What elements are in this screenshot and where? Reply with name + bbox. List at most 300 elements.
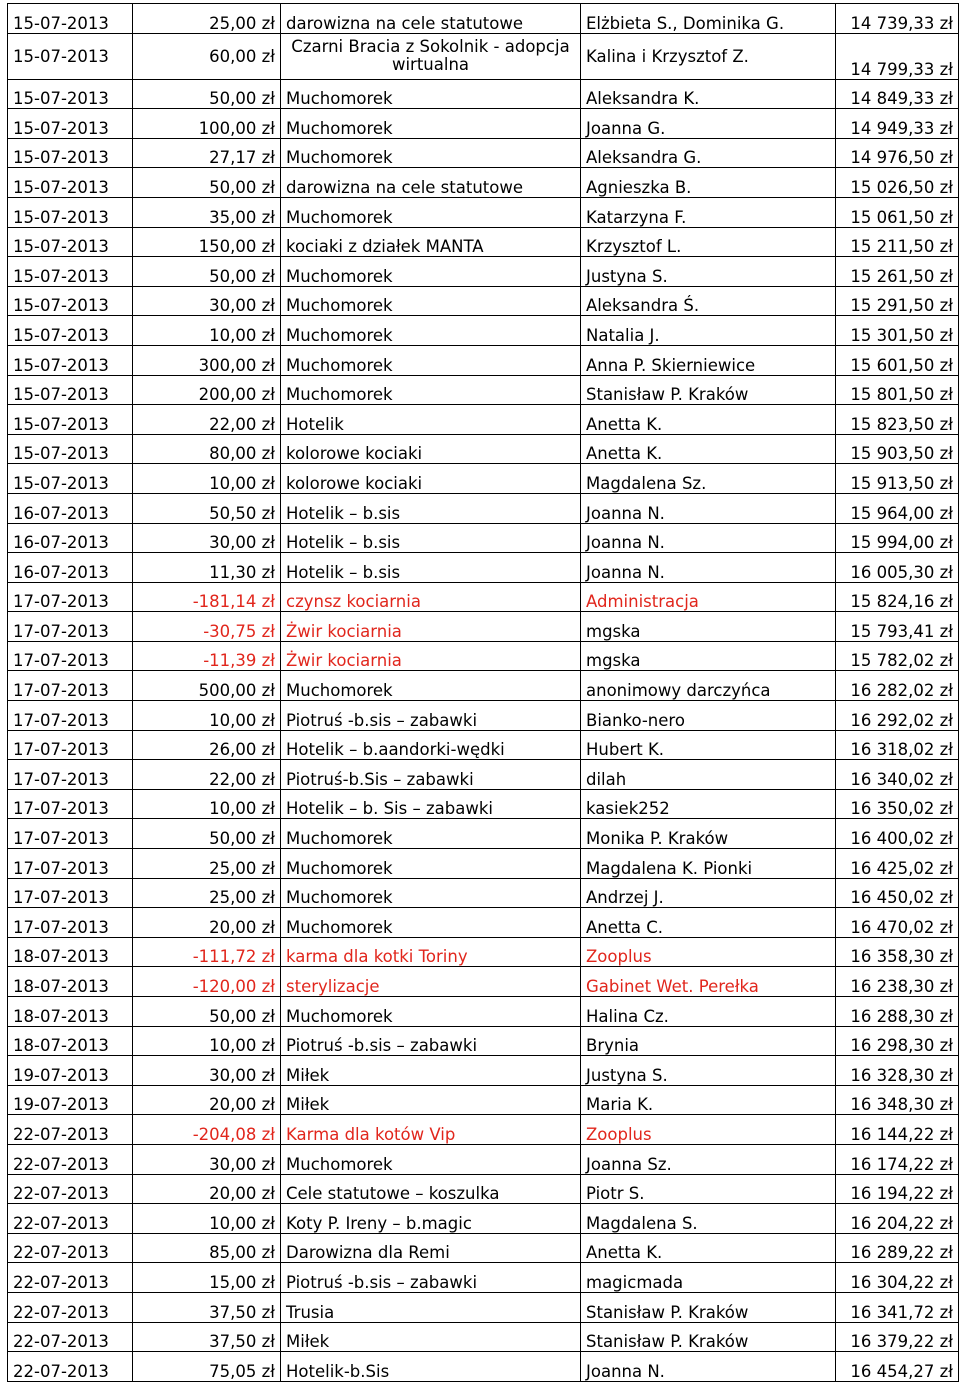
amount-cell: 50,00 zł <box>133 997 281 1027</box>
donor-cell: Aleksandra K. <box>581 79 836 109</box>
balance-cell: 15 824,16 zł <box>836 582 959 612</box>
purpose-cell: Trusia <box>281 1292 581 1322</box>
date-cell: 17-07-2013 <box>8 760 133 790</box>
amount-cell: 26,00 zł <box>133 730 281 760</box>
donor-cell: mgska <box>581 641 836 671</box>
table-row <box>8 33 959 79</box>
balance-cell: 15 061,50 zł <box>836 197 959 227</box>
purpose-cell: Muchomorek <box>281 671 581 701</box>
balance-cell: 16 289,22 zł <box>836 1233 959 1263</box>
table-row <box>8 257 959 287</box>
amount-cell: 75,05 zł <box>133 1352 281 1382</box>
date-cell: 22-07-2013 <box>8 1144 133 1174</box>
date-cell: 17-07-2013 <box>8 789 133 819</box>
balance-cell: 16 174,22 zł <box>836 1144 959 1174</box>
amount-cell: 30,00 zł <box>133 1144 281 1174</box>
table-row <box>8 434 959 464</box>
table-row <box>8 878 959 908</box>
purpose-cell <box>281 1174 581 1204</box>
purpose-segment: – zabawki <box>391 711 477 730</box>
purpose-cell: Muchomorek <box>281 878 581 908</box>
purpose-cell <box>281 553 581 583</box>
date-cell: 15-07-2013 <box>8 375 133 405</box>
purpose-cell: Muchomorek <box>281 79 581 109</box>
purpose-segment: Hotelik <box>286 503 344 523</box>
donor-cell: Anna P. Skierniewice <box>581 345 836 375</box>
purpose-cell: Muchomorek <box>281 286 581 316</box>
donor-cell: Piotr S. <box>581 1174 836 1204</box>
date-cell: 18-07-2013 <box>8 937 133 967</box>
amount-cell: 15,00 zł <box>133 1263 281 1293</box>
balance-cell: 16 454,27 zł <box>836 1352 959 1382</box>
date-cell: 15-07-2013 <box>8 286 133 316</box>
table-row <box>8 760 959 790</box>
purpose-cell: Muchomorek <box>281 375 581 405</box>
amount-cell: 30,00 zł <box>133 286 281 316</box>
amount-cell: 30,00 zł <box>133 523 281 553</box>
date-cell: 18-07-2013 <box>8 1026 133 1056</box>
donor-cell: magicmada <box>581 1263 836 1293</box>
purpose-cell <box>281 523 581 553</box>
amount-cell: 85,00 zł <box>133 1233 281 1263</box>
balance-cell: 16 341,72 zł <box>836 1292 959 1322</box>
table-row <box>8 1292 959 1322</box>
table-row <box>8 819 959 849</box>
date-cell: 16-07-2013 <box>8 523 133 553</box>
purpose-segment: Hotelik <box>286 799 344 819</box>
amount-cell: -204,08 zł <box>133 1115 281 1145</box>
purpose-cell: Muchomorek <box>281 849 581 879</box>
donor-cell: Stanisław P. Kraków <box>581 1322 836 1352</box>
balance-cell: 14 799,33 zł <box>836 33 959 79</box>
date-cell: 17-07-2013 <box>8 671 133 701</box>
purpose-cell: Muchomorek <box>281 109 581 139</box>
balance-cell: 14 976,50 zł <box>836 138 959 168</box>
balance-cell: 16 144,22 zł <box>836 1115 959 1145</box>
balance-cell: 15 823,50 zł <box>836 405 959 435</box>
amount-cell: 25,00 zł <box>133 878 281 908</box>
amount-cell: -181,14 zł <box>133 582 281 612</box>
table-row <box>8 730 959 760</box>
donor-cell: Halina Cz. <box>581 997 836 1027</box>
balance-cell: 16 450,02 zł <box>836 878 959 908</box>
purpose-segment: – b.aandorki-wędki <box>344 740 505 759</box>
date-cell: 15-07-2013 <box>8 109 133 139</box>
donor-cell: anonimowy darczyńca <box>581 671 836 701</box>
purpose-cell: Muchomorek <box>281 1144 581 1174</box>
date-cell: 22-07-2013 <box>8 1292 133 1322</box>
balance-cell: 16 328,30 zł <box>836 1056 959 1086</box>
balance-cell: 15 291,50 zł <box>836 286 959 316</box>
amount-cell: 10,00 zł <box>133 701 281 731</box>
date-cell: 15-07-2013 <box>8 434 133 464</box>
ledger-body <box>8 4 959 1382</box>
table-row <box>8 286 959 316</box>
donor-cell: Stanisław P. Kraków <box>581 1292 836 1322</box>
date-cell: 15-07-2013 <box>8 405 133 435</box>
purpose-segment: Hotelik <box>286 740 344 760</box>
amount-cell: -120,00 zł <box>133 967 281 997</box>
purpose-cell: Miłek <box>281 1056 581 1086</box>
purpose-segment: – b.sis <box>344 563 400 582</box>
donor-cell: Maria K. <box>581 1085 836 1115</box>
date-cell: 15-07-2013 <box>8 4 133 34</box>
balance-cell: 15 782,02 zł <box>836 641 959 671</box>
purpose-cell: czynsz kociarnia <box>281 582 581 612</box>
balance-cell: 16 318,02 zł <box>836 730 959 760</box>
purpose-cell: Muchomorek <box>281 197 581 227</box>
date-cell: 16-07-2013 <box>8 553 133 583</box>
table-row <box>8 1085 959 1115</box>
table-row <box>8 1056 959 1086</box>
table-row <box>8 79 959 109</box>
amount-cell: 60,00 zł <box>133 33 281 79</box>
balance-cell: 16 425,02 zł <box>836 849 959 879</box>
date-cell: 17-07-2013 <box>8 908 133 938</box>
balance-cell: 16 400,02 zł <box>836 819 959 849</box>
date-cell: 17-07-2013 <box>8 819 133 849</box>
table-row <box>8 908 959 938</box>
date-cell: 19-07-2013 <box>8 1085 133 1115</box>
amount-cell: 11,30 zł <box>133 553 281 583</box>
amount-cell: 50,00 zł <box>133 819 281 849</box>
date-cell: 17-07-2013 <box>8 612 133 642</box>
amount-cell: 22,00 zł <box>133 760 281 790</box>
table-row <box>8 789 959 819</box>
purpose-cell: Muchomorek <box>281 345 581 375</box>
purpose-cell: kolorowe kociaki <box>281 434 581 464</box>
table-row <box>8 405 959 435</box>
donor-cell: Anetta K. <box>581 1233 836 1263</box>
date-cell: 22-07-2013 <box>8 1263 133 1293</box>
purpose-segment: – b.sis <box>344 504 400 523</box>
balance-cell: 16 350,02 zł <box>836 789 959 819</box>
purpose-cell: Muchomorek <box>281 997 581 1027</box>
purpose-cell <box>281 701 581 731</box>
table-row <box>8 553 959 583</box>
balance-cell: 15 793,41 zł <box>836 612 959 642</box>
table-row <box>8 197 959 227</box>
amount-cell: -30,75 zł <box>133 612 281 642</box>
purpose-cell: Karma dla kotów Vip <box>281 1115 581 1145</box>
amount-cell: 20,00 zł <box>133 908 281 938</box>
donor-cell: Natalia J. <box>581 316 836 346</box>
amount-cell: 10,00 zł <box>133 1026 281 1056</box>
table-row <box>8 375 959 405</box>
amount-cell: 500,00 zł <box>133 671 281 701</box>
balance-cell: 15 964,00 zł <box>836 493 959 523</box>
date-cell: 18-07-2013 <box>8 997 133 1027</box>
date-cell: 22-07-2013 <box>8 1115 133 1145</box>
balance-cell: 15 026,50 zł <box>836 168 959 198</box>
purpose-segment: – koszulka <box>410 1184 500 1203</box>
donor-cell: Krzysztof L. <box>581 227 836 257</box>
purpose-cell: Muchomorek <box>281 138 581 168</box>
table-row <box>8 997 959 1027</box>
table-row <box>8 4 959 34</box>
balance-cell: 15 301,50 zł <box>836 316 959 346</box>
purpose-cell <box>281 760 581 790</box>
purpose-segment: – zabawki <box>388 770 474 789</box>
donor-cell: Monika P. Kraków <box>581 819 836 849</box>
table-row <box>8 1322 959 1352</box>
donor-cell: Zooplus <box>581 937 836 967</box>
donor-cell: Administracja <box>581 582 836 612</box>
donor-cell: Joanna N. <box>581 1352 836 1382</box>
date-cell: 17-07-2013 <box>8 582 133 612</box>
table-row <box>8 582 959 612</box>
amount-cell: -11,39 zł <box>133 641 281 671</box>
donor-cell: Anetta C. <box>581 908 836 938</box>
donor-cell: Elżbieta S., Dominika G. <box>581 4 836 34</box>
table-row <box>8 1174 959 1204</box>
donor-cell: Brynia <box>581 1026 836 1056</box>
table-row <box>8 1233 959 1263</box>
amount-cell: 20,00 zł <box>133 1174 281 1204</box>
purpose-segment: Hotelik <box>286 562 344 582</box>
date-cell: 17-07-2013 <box>8 730 133 760</box>
balance-cell: 16 298,30 zł <box>836 1026 959 1056</box>
donor-cell: Agnieszka B. <box>581 168 836 198</box>
purpose-cell <box>281 1263 581 1293</box>
balance-cell: 16 194,22 zł <box>836 1174 959 1204</box>
date-cell: 15-07-2013 <box>8 316 133 346</box>
table-row <box>8 464 959 494</box>
amount-cell: 25,00 zł <box>133 4 281 34</box>
balance-cell: 16 005,30 zł <box>836 553 959 583</box>
balance-cell: 14 849,33 zł <box>836 79 959 109</box>
amount-cell: 10,00 zł <box>133 464 281 494</box>
amount-cell: 35,00 zł <box>133 197 281 227</box>
balance-cell: 15 801,50 zł <box>836 375 959 405</box>
purpose-segment: Koty P. Ireny <box>286 1213 388 1233</box>
balance-cell: 16 379,22 zł <box>836 1322 959 1352</box>
date-cell: 17-07-2013 <box>8 878 133 908</box>
donor-cell: Anetta K. <box>581 405 836 435</box>
date-cell: 19-07-2013 <box>8 1056 133 1086</box>
balance-cell: 15 994,00 zł <box>836 523 959 553</box>
purpose-cell: Hotelik <box>281 405 581 435</box>
table-row <box>8 701 959 731</box>
purpose-cell: kociaki z działek MANTA <box>281 227 581 257</box>
donor-cell: Aleksandra Ś. <box>581 286 836 316</box>
purpose-segment: Piotruś -b.sis <box>286 1272 392 1292</box>
date-cell: 22-07-2013 <box>8 1174 133 1204</box>
purpose-cell: karma dla kotki Toriny <box>281 937 581 967</box>
donor-cell: mgska <box>581 612 836 642</box>
table-row <box>8 641 959 671</box>
donor-cell: Anetta K. <box>581 434 836 464</box>
table-row <box>8 1204 959 1234</box>
date-cell: 15-07-2013 <box>8 345 133 375</box>
amount-cell: 30,00 zł <box>133 1056 281 1086</box>
donor-cell: Katarzyna F. <box>581 197 836 227</box>
table-row <box>8 168 959 198</box>
amount-cell: 10,00 zł <box>133 1204 281 1234</box>
donor-cell: Magdalena S. <box>581 1204 836 1234</box>
purpose-cell: Żwir kociarnia <box>281 612 581 642</box>
donor-cell: Magdalena Sz. <box>581 464 836 494</box>
table-row <box>8 316 959 346</box>
date-cell: 15-07-2013 <box>8 33 133 79</box>
amount-cell: 10,00 zł <box>133 316 281 346</box>
balance-cell: 16 340,02 zł <box>836 760 959 790</box>
purpose-cell: Miłek <box>281 1322 581 1352</box>
purpose-segment: Piotruś-b.Sis <box>286 769 388 789</box>
amount-cell: 10,00 zł <box>133 789 281 819</box>
amount-cell: 37,50 zł <box>133 1322 281 1352</box>
date-cell: 17-07-2013 <box>8 701 133 731</box>
purpose-cell: Żwir kociarnia <box>281 641 581 671</box>
donor-cell: Joanna N. <box>581 553 836 583</box>
date-cell: 22-07-2013 <box>8 1204 133 1234</box>
amount-cell: 37,50 zł <box>133 1292 281 1322</box>
purpose-segment: – b. Sis <box>344 799 407 818</box>
balance-cell: 15 913,50 zł <box>836 464 959 494</box>
donor-cell: Joanna N. <box>581 493 836 523</box>
date-cell: 22-07-2013 <box>8 1322 133 1352</box>
date-cell: 15-07-2013 <box>8 197 133 227</box>
donor-cell: dilah <box>581 760 836 790</box>
purpose-cell: Muchomorek <box>281 908 581 938</box>
donor-cell: Hubert K. <box>581 730 836 760</box>
amount-cell: -111,72 zł <box>133 937 281 967</box>
date-cell: 15-07-2013 <box>8 464 133 494</box>
table-row <box>8 1144 959 1174</box>
balance-cell: 16 238,30 zł <box>836 967 959 997</box>
purpose-cell: Darowizna dla Remi <box>281 1233 581 1263</box>
donor-cell: Justyna S. <box>581 1056 836 1086</box>
balance-cell: 16 282,02 zł <box>836 671 959 701</box>
balance-cell: 16 348,30 zł <box>836 1085 959 1115</box>
purpose-cell: Muchomorek <box>281 316 581 346</box>
purpose-cell <box>281 730 581 760</box>
purpose-segment: – b.magic <box>387 1214 472 1233</box>
purpose-cell: Muchomorek <box>281 257 581 287</box>
purpose-cell: Hotelik-b.Sis <box>281 1352 581 1382</box>
purpose-segment: Piotruś -b.sis <box>286 710 392 730</box>
donor-cell: Joanna Sz. <box>581 1144 836 1174</box>
date-cell: 17-07-2013 <box>8 849 133 879</box>
donor-cell: Magdalena K. Pionki <box>581 849 836 879</box>
purpose-segment: – zabawki <box>407 799 493 818</box>
amount-cell: 50,50 zł <box>133 493 281 523</box>
amount-cell: 150,00 zł <box>133 227 281 257</box>
amount-cell: 200,00 zł <box>133 375 281 405</box>
table-row <box>8 671 959 701</box>
amount-cell: 100,00 zł <box>133 109 281 139</box>
date-cell: 16-07-2013 <box>8 493 133 523</box>
table-row <box>8 345 959 375</box>
date-cell: 22-07-2013 <box>8 1352 133 1382</box>
amount-cell: 27,17 zł <box>133 138 281 168</box>
amount-cell: 300,00 zł <box>133 345 281 375</box>
purpose-cell <box>281 1204 581 1234</box>
table-row <box>8 493 959 523</box>
purpose-segment: – zabawki <box>391 1273 477 1292</box>
donor-cell: Joanna G. <box>581 109 836 139</box>
purpose-cell: Czarni Bracia z Sokolnik - adopcja wirtualna <box>281 33 581 79</box>
purpose-cell <box>281 789 581 819</box>
purpose-cell: darowizna na cele statutowe <box>281 168 581 198</box>
date-cell: 17-07-2013 <box>8 641 133 671</box>
balance-cell: 15 903,50 zł <box>836 434 959 464</box>
balance-cell: 16 288,30 zł <box>836 997 959 1027</box>
purpose-segment: Hotelik <box>286 533 344 553</box>
balance-cell: 16 204,22 zł <box>836 1204 959 1234</box>
donor-cell: Gabinet Wet. Perełka <box>581 967 836 997</box>
amount-cell: 80,00 zł <box>133 434 281 464</box>
donor-cell: Kalina i Krzysztof Z. <box>581 33 836 79</box>
donor-cell: Bianko-nero <box>581 701 836 731</box>
amount-cell: 50,00 zł <box>133 168 281 198</box>
date-cell: 15-07-2013 <box>8 168 133 198</box>
date-cell: 15-07-2013 <box>8 257 133 287</box>
purpose-segment: – zabawki <box>391 1036 477 1055</box>
donor-cell: Andrzej J. <box>581 878 836 908</box>
balance-cell: 15 261,50 zł <box>836 257 959 287</box>
date-cell: 18-07-2013 <box>8 967 133 997</box>
purpose-cell: Miłek <box>281 1085 581 1115</box>
balance-cell: 16 358,30 zł <box>836 937 959 967</box>
purpose-cell: sterylizacje <box>281 967 581 997</box>
balance-cell: 14 949,33 zł <box>836 109 959 139</box>
balance-cell: 16 304,22 zł <box>836 1263 959 1293</box>
donations-ledger-table <box>7 3 959 1382</box>
balance-cell: 15 211,50 zł <box>836 227 959 257</box>
balance-cell: 15 601,50 zł <box>836 345 959 375</box>
purpose-cell: kolorowe kociaki <box>281 464 581 494</box>
amount-cell: 22,00 zł <box>133 405 281 435</box>
table-row <box>8 138 959 168</box>
table-row <box>8 937 959 967</box>
balance-cell: 16 292,02 zł <box>836 701 959 731</box>
purpose-cell <box>281 493 581 523</box>
table-row <box>8 849 959 879</box>
amount-cell: 50,00 zł <box>133 257 281 287</box>
table-row <box>8 1263 959 1293</box>
date-cell: 15-07-2013 <box>8 138 133 168</box>
table-row <box>8 967 959 997</box>
donor-cell: Stanisław P. Kraków <box>581 375 836 405</box>
table-row <box>8 523 959 553</box>
purpose-cell <box>281 1026 581 1056</box>
table-row <box>8 612 959 642</box>
amount-cell: 20,00 zł <box>133 1085 281 1115</box>
date-cell: 22-07-2013 <box>8 1233 133 1263</box>
table-row <box>8 227 959 257</box>
purpose-cell: Muchomorek <box>281 819 581 849</box>
date-cell: 15-07-2013 <box>8 227 133 257</box>
balance-cell: 16 470,02 zł <box>836 908 959 938</box>
purpose-segment: Piotruś -b.sis <box>286 1036 392 1056</box>
table-row <box>8 109 959 139</box>
donor-cell: Justyna S. <box>581 257 836 287</box>
amount-cell: 50,00 zł <box>133 79 281 109</box>
donor-cell: Aleksandra G. <box>581 138 836 168</box>
donor-cell: kasiek252 <box>581 789 836 819</box>
donor-cell: Zooplus <box>581 1115 836 1145</box>
table-row <box>8 1026 959 1056</box>
table-row <box>8 1352 959 1382</box>
balance-cell: 14 739,33 zł <box>836 4 959 34</box>
table-row <box>8 1115 959 1145</box>
date-cell: 15-07-2013 <box>8 79 133 109</box>
purpose-cell: darowizna na cele statutowe <box>281 4 581 34</box>
purpose-segment: Cele statutowe <box>286 1184 410 1204</box>
purpose-segment: – b.sis <box>344 533 400 552</box>
donor-cell: Joanna N. <box>581 523 836 553</box>
